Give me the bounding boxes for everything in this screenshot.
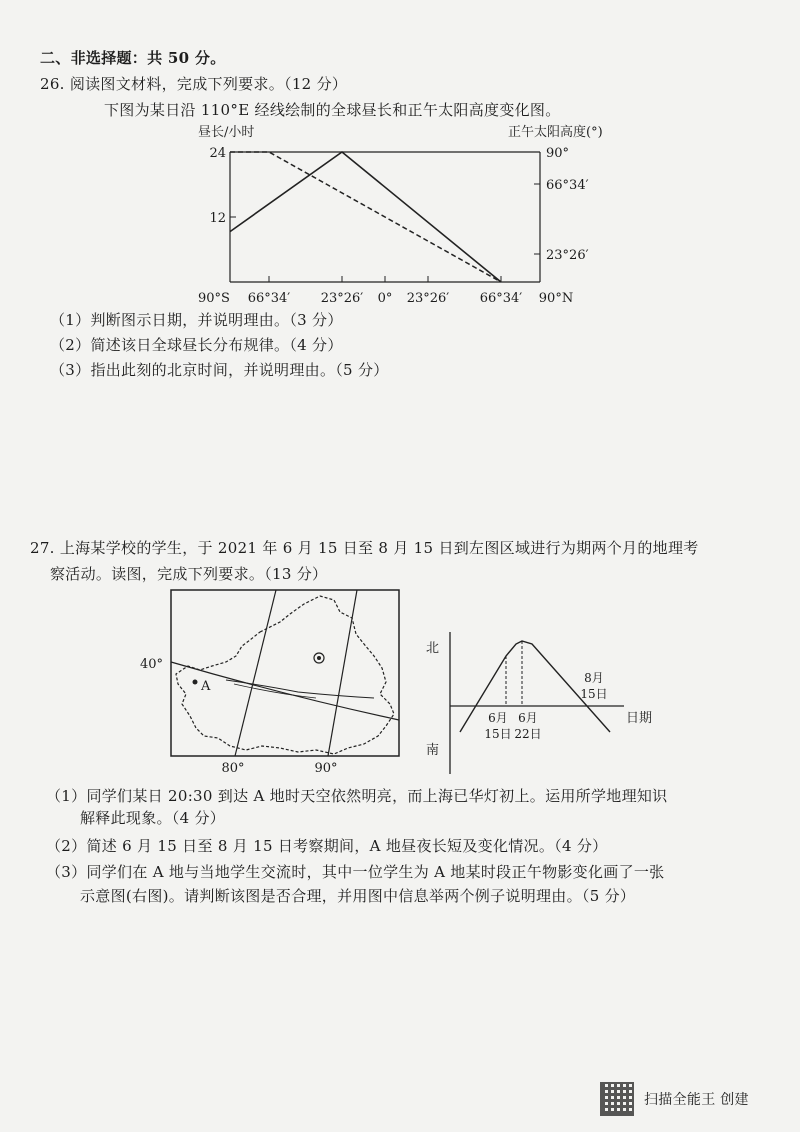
date-label-jun15-month: 6月 xyxy=(488,711,508,725)
longitude-80-line xyxy=(235,590,276,756)
point-a-marker xyxy=(193,680,198,685)
q26-intro: 下图为某日沿 110°E 经线绘制的全球昼长和正午太阳高度变化图。 xyxy=(104,101,561,119)
date-label-jun22-month: 6月 xyxy=(518,711,538,725)
qr-code-icon xyxy=(600,1082,634,1116)
y-right-tick-label-90: 90° xyxy=(546,146,570,161)
q26-title: 26. 阅读图文材料，完成下列要求。（12 分） xyxy=(40,75,348,93)
x-tick-label-0: 0° xyxy=(377,291,393,306)
y-right-axis-label: 正午太阳高度(°) xyxy=(508,125,603,140)
y-right-tick-label-23: 23°26′ xyxy=(546,248,589,263)
footer-scanner-credit: 扫描全能王 创建 xyxy=(644,1092,749,1108)
date-axis-label: 日期 xyxy=(626,711,653,726)
longitude-80-label: 80° xyxy=(221,761,245,776)
x-tick-label-90s: 90°S xyxy=(198,291,230,306)
region-boundary xyxy=(176,596,394,754)
section-header: 二、非选择题：共 50 分。 xyxy=(40,49,226,67)
q26-chart xyxy=(190,122,610,312)
date-label-jun15-day: 15日 xyxy=(484,727,512,741)
q27-shadow-chart xyxy=(420,626,670,778)
q27-sub2: （2）简述 6 月 15 日至 8 月 15 日考察期间，A 地昼夜长短及变化情况。（4 分） xyxy=(46,837,608,855)
q27-text-line1: 27. 上海某学校的学生，于 2021 年 6 月 15 日至 8 月 15 日到左图区域进行为期两个月的地理考 xyxy=(30,539,699,557)
y-right-tick-label-66: 66°34′ xyxy=(546,178,589,193)
basin-curve xyxy=(226,680,374,698)
point-a-label: A xyxy=(201,679,211,694)
q27-text-line2: 察活动。读图，完成下列要求。（13 分） xyxy=(50,565,328,583)
latitude-40-label: 40° xyxy=(140,657,164,672)
longitude-90-label: 90° xyxy=(314,761,338,776)
x-tick-label-66n: 66°34′ xyxy=(479,291,523,306)
noon-sun-altitude-line xyxy=(230,152,501,282)
x-tick-label-66s: 66°34′ xyxy=(247,291,291,306)
x-tick-label-23s: 23°26′ xyxy=(320,291,364,306)
date-label-aug15-day: 15日 xyxy=(580,687,608,701)
y-left-tick-label-12: 12 xyxy=(209,211,226,226)
north-label: 北 xyxy=(426,641,440,656)
q27-sub3-line1: （3）同学们在 A 地与当地学生交流时，其中一位学生为 A 地某时段正午物影变化画了一张 xyxy=(46,863,665,881)
map-frame xyxy=(171,590,399,756)
q27-sub1-line1: （1）同学们某日 20:30 到达 A 地时天空依然明亮，而上海已华灯初上。运用所学地理知识 xyxy=(46,787,668,805)
y-left-tick-label-24: 24 xyxy=(209,146,226,161)
x-tick-label-23n: 23°26′ xyxy=(406,291,450,306)
q27-sub3-line2: 示意图(右图)。请判断该图是否合理，并用图中信息举两个例子说明理由。（5 分） xyxy=(80,887,636,905)
date-label-aug15-month: 8月 xyxy=(584,671,604,685)
q26-sub2: （2）简述该日全球昼长分布规律。（4 分） xyxy=(50,336,343,354)
south-label: 南 xyxy=(426,743,440,758)
q26-sub1: （1）判断图示日期，并说明理由。（3 分） xyxy=(50,311,343,329)
x-tick-label-90n: 90°N xyxy=(538,291,574,306)
longitude-90-line xyxy=(328,590,357,756)
q27-region-map xyxy=(138,586,408,778)
capital-marker-inner xyxy=(317,656,321,660)
q26-sub3: （3）指出此刻的北京时间，并说明理由。（5 分） xyxy=(50,361,389,379)
y-left-axis-label: 昼长/小时 xyxy=(198,125,255,140)
q27-sub1-line2: 解释此现象。（4 分） xyxy=(80,809,226,827)
date-label-jun22-day: 22日 xyxy=(514,727,542,741)
